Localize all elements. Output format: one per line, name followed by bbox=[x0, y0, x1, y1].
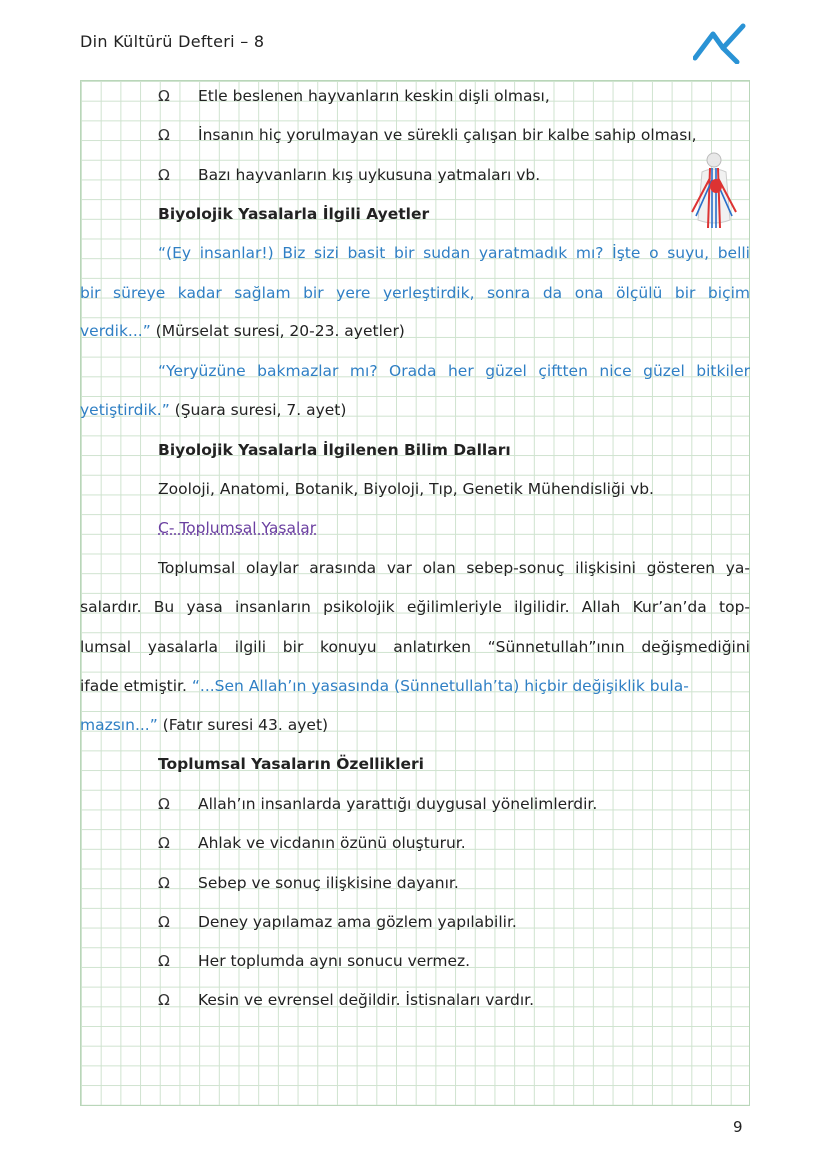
social-para-line3: lumsal yasalarla ilgili bir konuyu anlatırken “Sünnetullah”ının değişmediğini bbox=[80, 638, 750, 656]
list-item: Ω Bazı hayvanların kış uykusuna yatmaları vb. bbox=[80, 161, 750, 189]
list-item: Ω Kesin ve evrensel değildir. İstisnaları vardır. bbox=[80, 986, 750, 1014]
social-features-heading: Toplumsal Yasaların Özellikleri bbox=[158, 755, 424, 773]
list-item: Ω Allah’ın insanlarda yarattığı duygusal yönelimlerdir. bbox=[80, 790, 750, 818]
list-item: Ω Her toplumda aynı sonucu vermez. bbox=[80, 947, 750, 975]
omega-bullet: Ω bbox=[158, 991, 170, 1009]
ayet2-line1: “Yeryüzüne bakmazlar mı? Orada her güzel çiftten nice güzel bitkiler bbox=[158, 362, 750, 380]
social-para-line2: salardır. Bu yasa insanların psikolojik eğilimleriyle ilgilidir. Allah Kur’an’da top- bbox=[80, 598, 750, 616]
omega-bullet: Ω bbox=[158, 913, 170, 931]
ayet1-line2: bir süreye kadar sağlam bir yere yerleştirdik, sonra da ona ölçülü bir biçim bbox=[80, 284, 750, 302]
list-item: Ω Deney yapılamaz ama gözlem yapılabilir. bbox=[80, 908, 750, 936]
omega-bullet: Ω bbox=[158, 795, 170, 813]
notebook-title: Din Kültürü Defteri – 8 bbox=[80, 32, 265, 51]
bio-science-heading: Biyolojik Yasalarla İlgilenen Bilim Dalları bbox=[158, 441, 511, 459]
list-item: Ω Etle beslenen hayvanların keskin dişli olması, bbox=[80, 82, 750, 110]
page-number: 9 bbox=[733, 1118, 743, 1136]
mountain-check-logo-icon bbox=[693, 22, 747, 64]
omega-bullet: Ω bbox=[158, 952, 170, 970]
social-para-line1: Toplumsal olaylar arasında var olan sebep-sonuç ilişkisini gösteren ya- bbox=[158, 559, 750, 577]
omega-bullet: Ω bbox=[158, 874, 170, 892]
omega-bullet: Ω bbox=[158, 126, 170, 144]
list-item: Ω İnsanın hiç yorulmayan ve sürekli çalışan bir kalbe sahip olması, bbox=[80, 121, 750, 149]
ayet1-line1: “(Ey insanlar!) Biz sizi basit bir sudan yaratmadık mı? İşte o suyu, belli bbox=[158, 244, 750, 262]
omega-bullet: Ω bbox=[158, 87, 170, 105]
social-section-heading: C- Toplumsal Yasalar bbox=[158, 519, 317, 537]
ayet2-line2: yetiştirdik.” (Şuara suresi, 7. ayet) bbox=[80, 401, 347, 419]
list-item: Ω Ahlak ve vicdanın özünü oluşturur. bbox=[80, 829, 750, 857]
omega-bullet: Ω bbox=[158, 834, 170, 852]
social-para-line5: mazsın...” (Fatır suresi 43. ayet) bbox=[80, 716, 329, 734]
social-para-line4: ifade etmiştir. “...Sen Allah’ın yasasında (Sünnetullah’ta) hiçbir değişiklik bula- bbox=[80, 677, 689, 695]
bio-ayet-heading: Biyolojik Yasalarla İlgili Ayetler bbox=[158, 205, 430, 223]
ayet1-line3: verdik...” (Mürselat suresi, 20-23. ayetler) bbox=[80, 322, 405, 340]
omega-bullet: Ω bbox=[158, 166, 170, 184]
bio-sciences-list: Zooloji, Anatomi, Botanik, Biyoloji, Tıp, Genetik Mühendisliği vb. bbox=[158, 480, 654, 498]
list-item: Ω Sebep ve sonuç ilişkisine dayanır. bbox=[80, 869, 750, 897]
